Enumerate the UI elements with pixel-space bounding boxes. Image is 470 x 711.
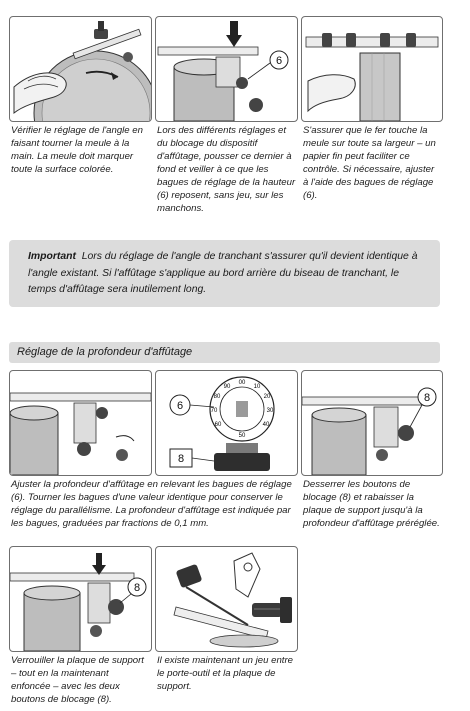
important-label: Important — [28, 251, 76, 262]
illustration-lock-plate-drawing — [10, 547, 151, 651]
dial-tick-20: 20 — [263, 394, 271, 400]
caption-check-angle: Vérifier le réglage de l'angle en faisant tourner la meule à la main. La meule doit marquer toute la surface colorée. — [11, 125, 143, 175]
illustration-push-fixture-drawing — [156, 17, 297, 121]
caption-push-fixture: Lors des différents réglages et du blocage du dispositif d'affûtage, pousser ce dernier à fond et veiller à ce que les bagues de réglage de la hauteur (6) reposent, sans jeu, sur les manchons. — [157, 125, 296, 214]
callout-six-dial: 6 — [176, 400, 184, 412]
illustration-lock-plate — [9, 546, 152, 652]
illustration-loosen-knobs — [301, 370, 443, 476]
callout-eight: 8 — [423, 392, 431, 404]
illustration-raise-rings — [9, 370, 152, 476]
illustration-raise-rings-drawing — [10, 371, 151, 475]
callout-six: 6 — [275, 55, 283, 67]
callout-eight-dial: 8 — [177, 453, 185, 465]
illustration-check-angle-drawing — [10, 17, 151, 121]
illustration-loosen-knobs-drawing — [302, 371, 442, 475]
caption-raise-rings: Ajuster la profondeur d'affûtage en relevant les bagues de réglage (6). Tourner les bagues d'une valeur identique pour conserver le réglage du parallélisme. La profondeur d'affûtage est indiquée par les bagues, graduées par fractions de 0,1 mm. — [11, 479, 292, 529]
illustration-tool-gap — [155, 546, 298, 652]
dial-tick-40: 40 — [262, 422, 270, 428]
important-note — [9, 240, 440, 307]
dial-tick-80: 80 — [213, 394, 221, 400]
illustration-dial-scale — [155, 370, 298, 476]
dial-tick-10: 10 — [253, 384, 261, 390]
illustration-tool-gap-drawing — [156, 547, 297, 651]
dial-tick-90: 90 — [223, 384, 231, 390]
important-body: Lors du réglage de l'angle de tranchant s'assurer qu'il devient identique à l'angle existant. Si l'affûtage s'applique au bord arrière du biseau de tranchant, le temps d'affûtage sera inutilement long. — [28, 251, 418, 295]
illustration-dial-scale-drawing — [156, 371, 297, 475]
illustration-check-angle — [9, 16, 152, 122]
illustration-blade-contact — [301, 16, 443, 122]
section-title: Réglage de la profondeur d'affûtage — [17, 346, 193, 358]
dial-tick-70: 70 — [210, 408, 218, 414]
callout-eight-lock: 8 — [133, 582, 141, 594]
dial-tick-30: 30 — [266, 408, 274, 414]
illustration-push-fixture — [155, 16, 298, 122]
dial-tick-00: 00 — [238, 380, 246, 386]
section-header — [9, 342, 440, 363]
caption-loosen-knobs: Desserrer les boutons de blocage (8) et rabaisser la plaque de support jusqu'à la profondeur d'affûtage préréglée. — [303, 479, 440, 529]
caption-lock-plate: Verrouiller la plaque de support – tout en la maintenant enfoncée – avec les deux boutons de blocage (8). — [11, 655, 144, 705]
caption-blade-contact: S'assurer que le fer touche la meule sur toute sa largeur – un papier fin peut faciliter ce contrôle. Si nécessaire, ajuster à l'aide des bagues de réglage (6). — [303, 125, 436, 201]
dial-tick-50: 50 — [238, 433, 246, 439]
dial-tick-60: 60 — [214, 422, 222, 428]
important-text — [28, 249, 430, 299]
caption-tool-gap: Il existe maintenant un jeu entre le porte-outil et la plaque de support. — [157, 655, 293, 692]
illustration-blade-contact-drawing — [302, 17, 442, 121]
